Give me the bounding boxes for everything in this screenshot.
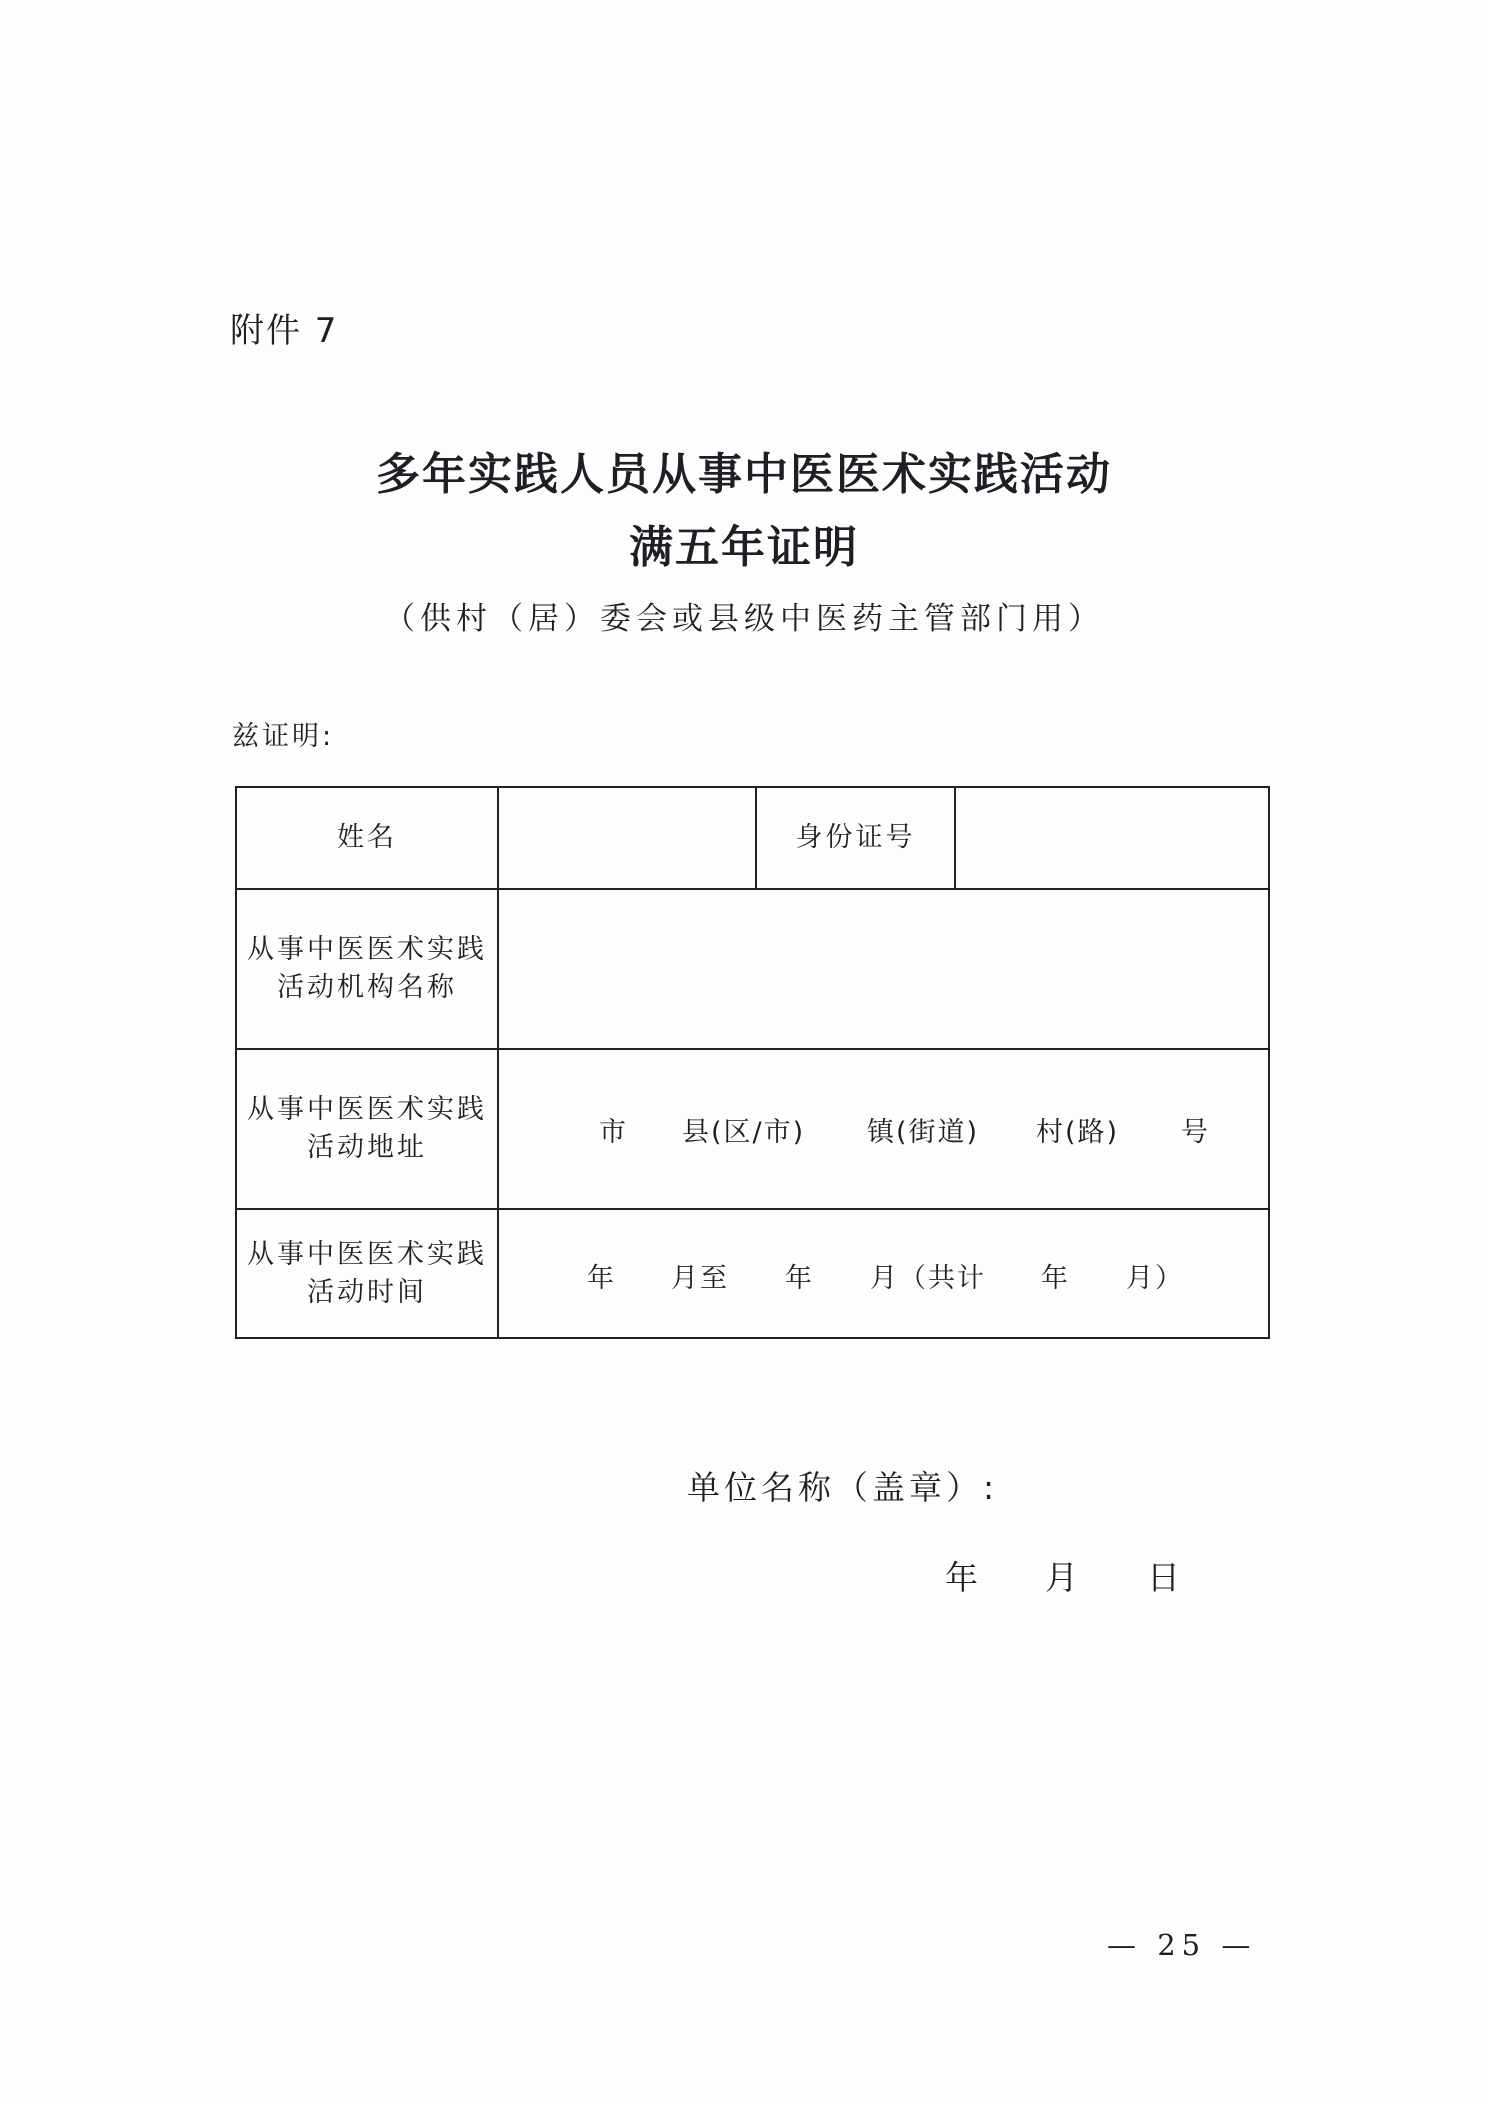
address-label — [237, 1050, 497, 1208]
unit-name-seal-label: 单位名称（盖章）: — [687, 1468, 999, 1507]
time-total-month-unit: 月） — [1126, 1263, 1184, 1294]
document-title-line1: 多年实践人员从事中医医术实践活动 — [376, 449, 1112, 500]
address-label-line2: 活动地址 — [307, 1132, 427, 1163]
time-field[interactable] — [499, 1210, 1268, 1337]
certify-label: 兹证明: — [232, 721, 335, 752]
id-number-label: 身份证号 — [795, 822, 916, 853]
address-town-unit: 镇(街道) — [867, 1117, 980, 1148]
address-city-unit: 市 — [599, 1117, 628, 1148]
institution-field[interactable] — [499, 890, 1268, 1048]
institution-label-line1: 从事中医医术实践 — [247, 934, 487, 965]
address-label-line1: 从事中医医术实践 — [247, 1094, 487, 1125]
address-county-unit: 县(区/市) — [682, 1117, 806, 1148]
date-day-unit: 日 — [1147, 1558, 1180, 1597]
page-number: — 25 — — [1107, 1928, 1257, 1962]
name-field[interactable] — [499, 788, 755, 888]
time-label-line1: 从事中医医术实践 — [247, 1238, 487, 1270]
time-start-month-unit: 月至 — [671, 1263, 729, 1294]
time-end-month-unit: 月（共计 — [870, 1263, 986, 1294]
attachment-label: 附件 7 — [230, 311, 339, 351]
time-end-year-unit: 年 — [785, 1263, 814, 1294]
certificate-form-table — [235, 786, 1270, 1339]
date-year-unit: 年 — [945, 1558, 978, 1597]
id-number-field[interactable] — [956, 788, 1268, 888]
time-label-line2: 活动时间 — [307, 1276, 427, 1308]
date-month-unit: 月 — [1045, 1558, 1078, 1597]
address-field[interactable] — [499, 1050, 1268, 1208]
document-subtitle: （供村（居）委会或县级中医药主管部门用） — [384, 601, 1104, 637]
time-total-year-unit: 年 — [1041, 1263, 1070, 1294]
institution-label — [237, 890, 497, 1048]
address-village-unit: 村(路) — [1036, 1117, 1120, 1148]
name-label: 姓名 — [337, 822, 397, 853]
address-number-unit: 号 — [1181, 1117, 1210, 1148]
institution-label-line2: 活动机构名称 — [277, 972, 457, 1003]
time-start-year-unit: 年 — [587, 1263, 616, 1294]
document-title-line2: 满五年证明 — [629, 522, 859, 573]
time-label — [237, 1210, 497, 1337]
